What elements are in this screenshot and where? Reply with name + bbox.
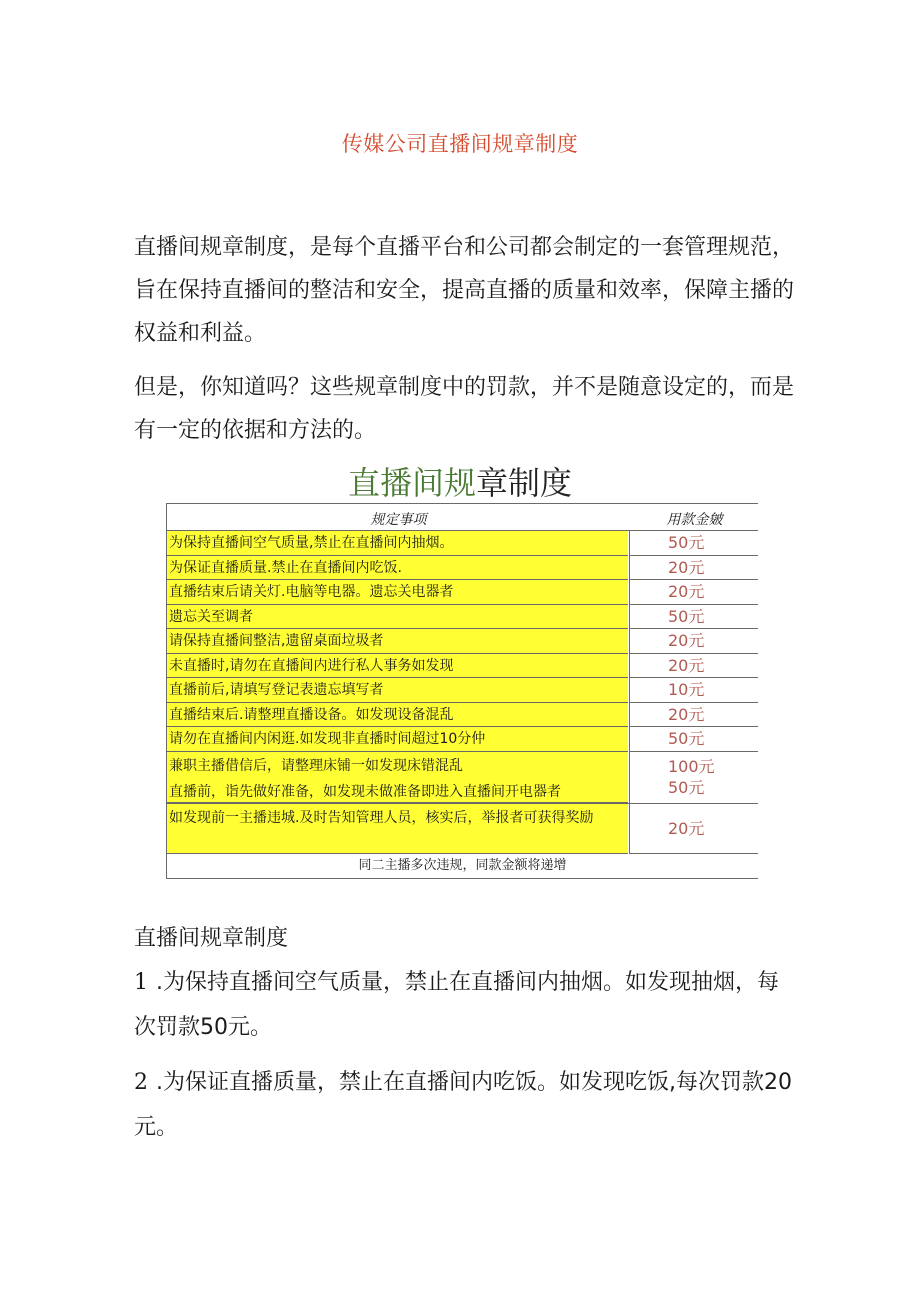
table-row <box>166 803 758 854</box>
rule-item: 请勿在直播间内闲逛.如发现非直播时间超过10分仲 <box>166 727 628 752</box>
column-header-amount: 用款金皴 <box>666 512 723 528</box>
rule-item: 遗忘关至调者 <box>166 605 628 630</box>
fine-amount: 50元 <box>629 727 758 752</box>
fine-amount: 20元 <box>629 580 758 605</box>
table-row <box>166 605 758 630</box>
table-heading-suffix: 章制度 <box>476 464 573 502</box>
rule-item: 直播结束后请关灯.电脑等电器。遗忘关电器者 <box>166 580 628 605</box>
rules-table <box>166 503 758 879</box>
fine-amount: 20元 <box>629 703 758 728</box>
list-item <box>134 1060 794 1150</box>
table-row <box>166 580 758 605</box>
table-header <box>166 503 758 531</box>
list-item-number: 1 <box>134 970 148 995</box>
table-row <box>166 629 758 654</box>
rule-item: 请保持直播间整洁,遗留桌面垃圾者 <box>166 629 628 654</box>
rule-item-line: 兼职主播借信后，请整理床铺一如发现床错混乱 <box>169 757 463 774</box>
list-item <box>134 960 794 1050</box>
document-title: 传媒公司直播间规章制度 <box>341 132 579 156</box>
rule-item: 如发现前一主播违城.及时告知管理人员，核实后，举报者可获得奖励 <box>166 804 628 854</box>
intro-paragraph: 直播间规章制度，是每个直播平台和公司都会制定的一套管理规范，旨在保持直播间的整洁和安全，提高直播的质量和效率，保障主播的权益和利益。 <box>134 235 795 346</box>
rule-item: 为保证直播质量.禁止在直播间内吃饭. <box>166 556 628 581</box>
fine-amount: 20元 <box>629 556 758 581</box>
fine-amount: 100元 <box>668 756 715 776</box>
table-row <box>166 703 758 728</box>
section-heading: 直播间规章制度 <box>134 926 289 951</box>
table-row <box>166 556 758 581</box>
fine-amount: 50元 <box>629 531 758 556</box>
rule-item-line: 直播前，诣先做好准备，如发现未做准备即进入直播间开电器者 <box>169 783 561 800</box>
rule-item: 直播结束后.请整理直播设备。如发现设备混乱 <box>166 703 628 728</box>
rule-item: 直播前后,请填写登记表遗忘填写者 <box>166 678 628 703</box>
fine-amount: 20元 <box>629 804 758 854</box>
list-item-text: .为保持直播间空气质量，禁止在直播间内抽烟。如发现抽烟，每次罚款50元。 <box>134 970 779 1040</box>
list-item-number: 2 <box>134 1070 148 1095</box>
fine-amount: 50元 <box>629 605 758 630</box>
table-heading-prefix: 直播间规 <box>347 464 476 502</box>
fine-amount: 10元 <box>629 678 758 703</box>
question-paragraph: 但是，你知道吗？这些规章制度中的罚款，并不是随意设定的，而是有一定的依据和方法的。 <box>134 375 795 443</box>
table-row <box>166 654 758 679</box>
rule-item <box>166 752 628 803</box>
fine-amount: 20元 <box>629 629 758 654</box>
rule-item: 未直播时,请勿在直播间内进行私人事务如发现 <box>166 654 628 679</box>
table-row <box>166 752 758 803</box>
list-item-text: .为保证直播质量，禁止在直播间内吃饭。如发现吃饭,每次罚款20元。 <box>134 1070 792 1140</box>
table-row <box>166 727 758 752</box>
rule-item: 为保持直播间空气质量,禁止在直播间内抽烟。 <box>166 531 628 556</box>
table-footer-note: 同二主播多次违规，同款金额将递增 <box>166 854 758 879</box>
table-heading <box>0 458 920 504</box>
table-row <box>166 531 758 556</box>
fine-amount-cell <box>629 752 758 803</box>
fine-amount: 20元 <box>629 654 758 679</box>
table-row <box>166 678 758 703</box>
fine-amount: 50元 <box>668 777 705 797</box>
column-header-item: 规定事项 <box>370 512 427 528</box>
